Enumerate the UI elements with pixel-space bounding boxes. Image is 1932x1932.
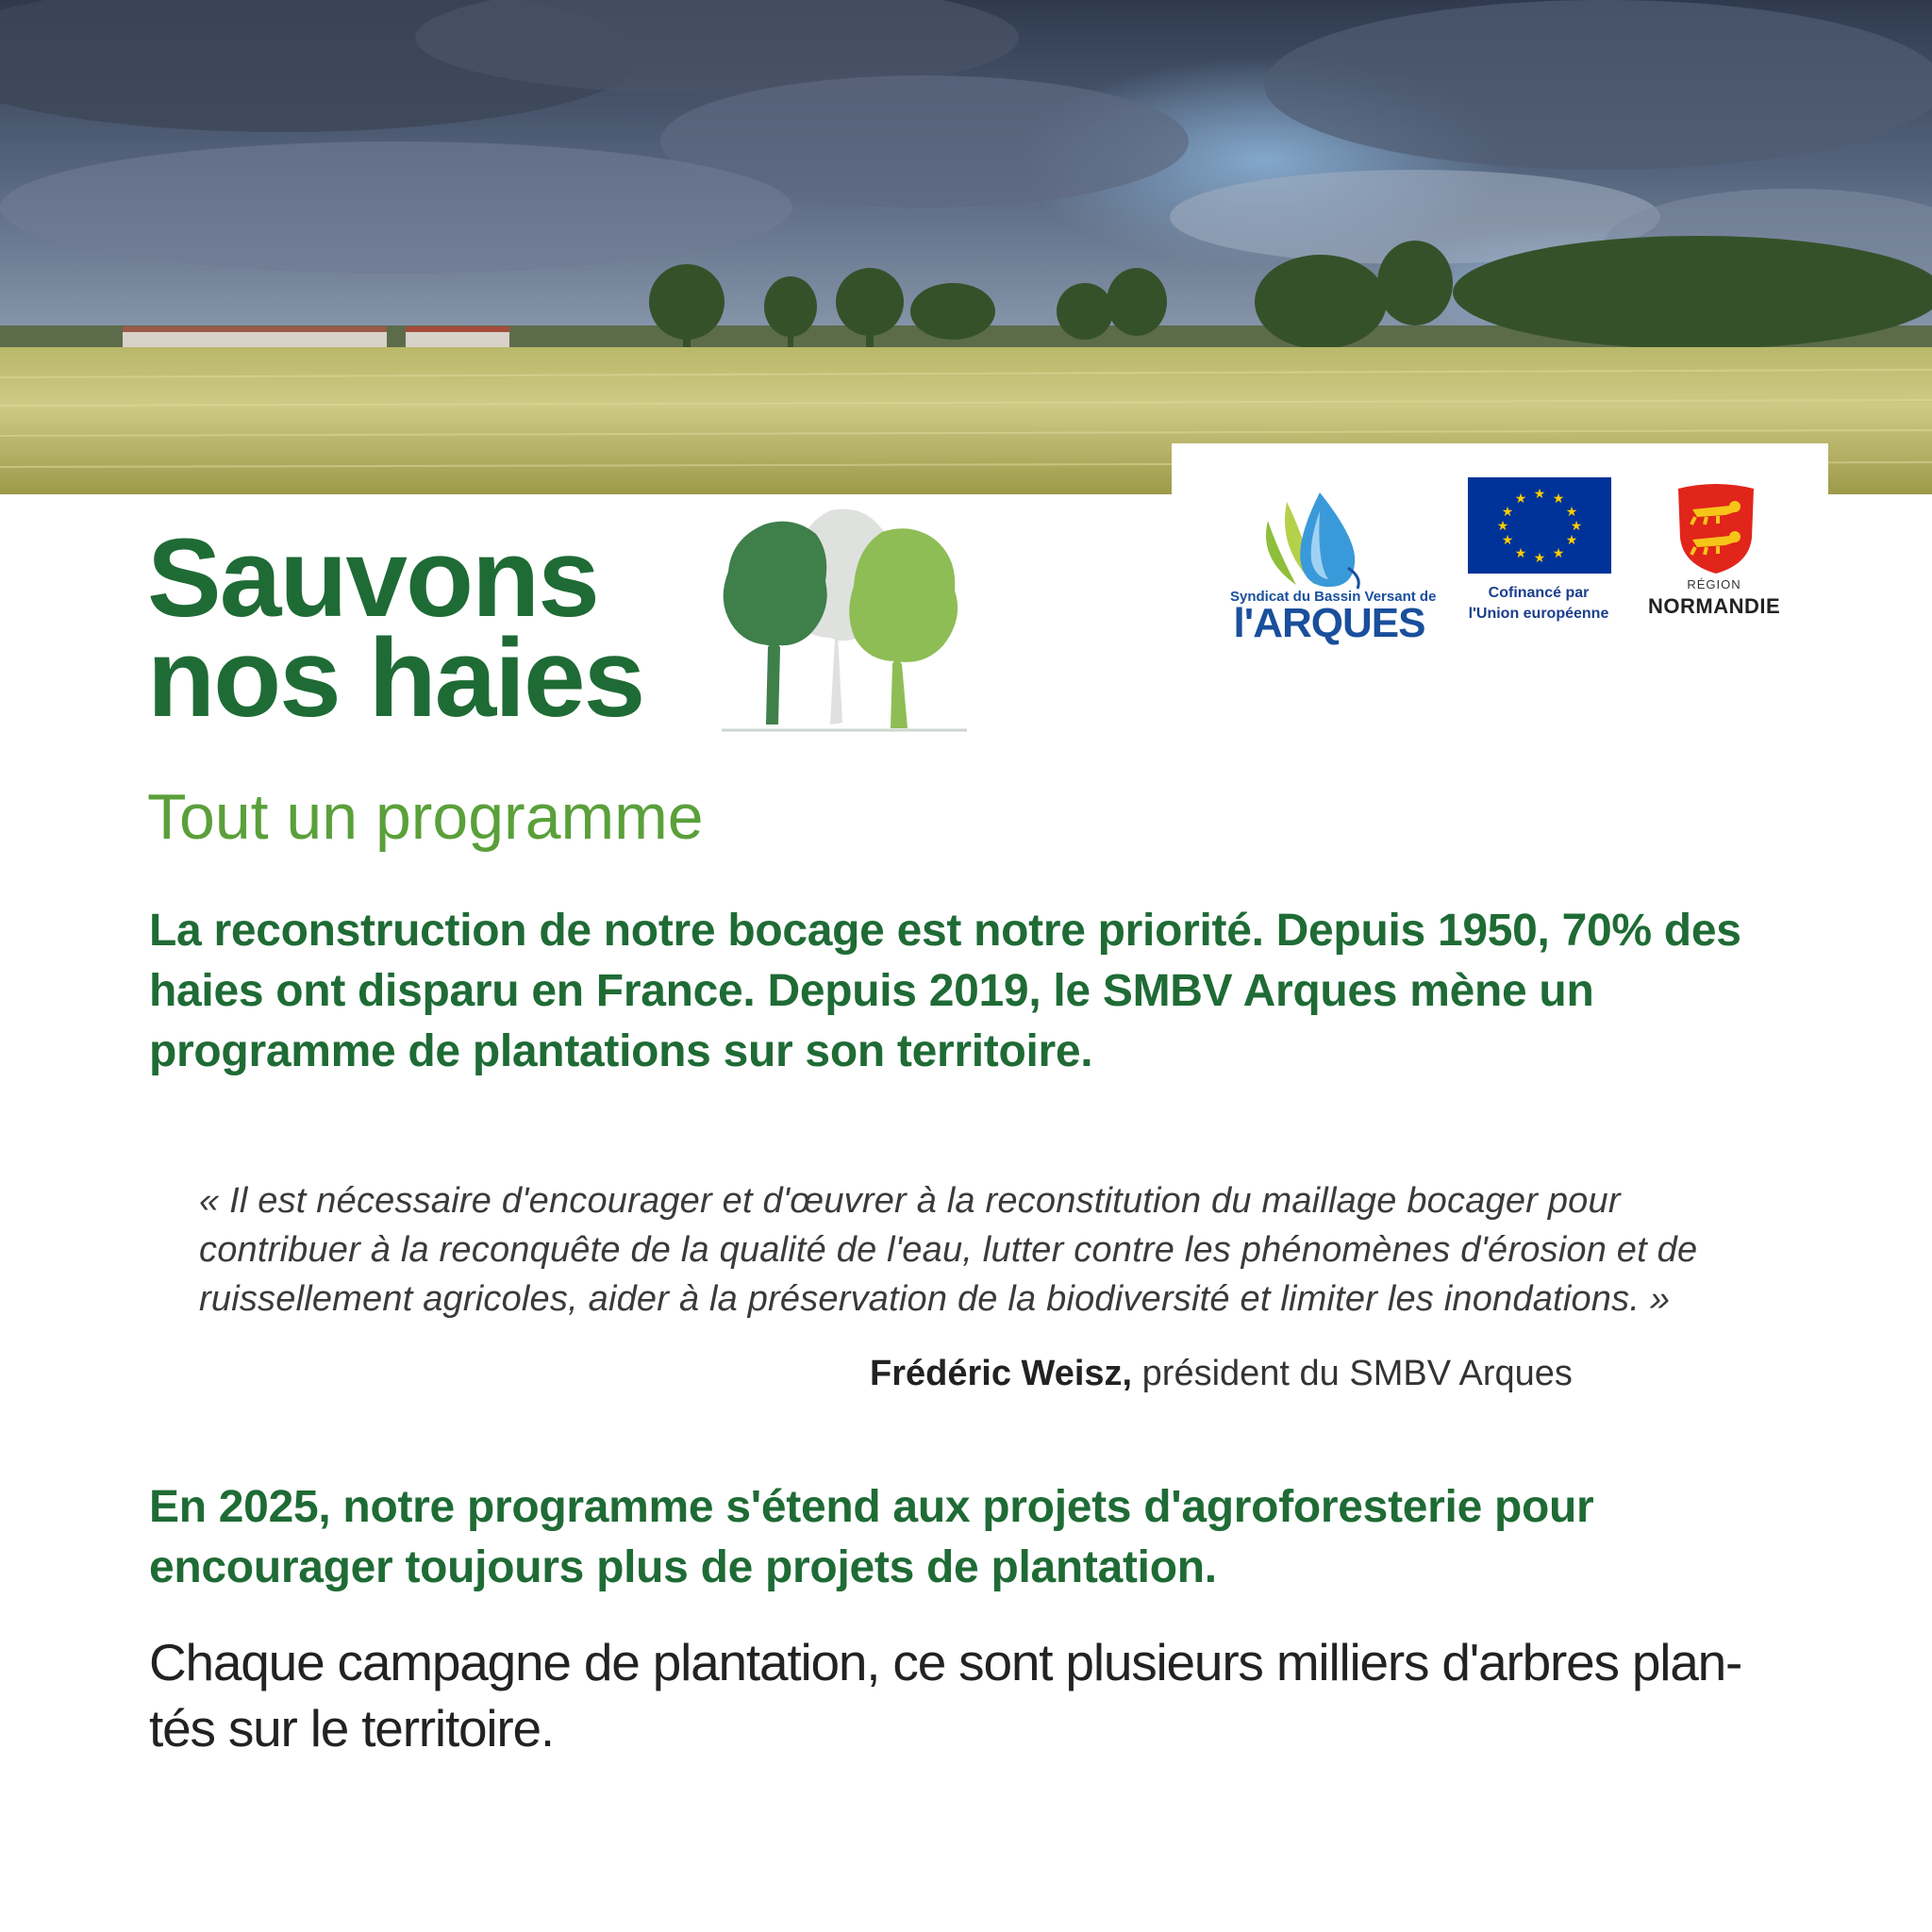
svg-text:★: ★ [1565,533,1578,548]
eu-flag-icon [1468,477,1611,574]
svg-text:★: ★ [1514,546,1527,561]
svg-text:★: ★ [1552,491,1565,507]
intro-paragraph: La reconstruction de notre bocage est notre priorité. Depuis 1950, 70% des haies ont disparu en France. Depuis 2019, le SMBV Arques mène un programme de plantations sur son territoire. [149,906,1741,1076]
three-trees-icon [689,506,972,751]
svg-text:★: ★ [1514,491,1527,507]
hero-landscape-image [0,0,1932,494]
eu-caption-line2: l'Union européenne [1468,606,1609,622]
region-label: RÉGION [1687,577,1741,591]
quote-author: Frédéric Weisz, [870,1354,1133,1393]
arques-logo-small-text: Syndicat du Bassin Versant de [1230,589,1437,605]
svg-text:★: ★ [1565,505,1578,520]
normandy-leopards-icon [1669,481,1763,575]
page-title [147,516,732,741]
svg-text:★: ★ [1533,551,1546,566]
quote-text: « Il est nécessaire d'encourager et d'œuvrer à la reconstitution du maillage bocager pour contribuer à la reconquête de la qualité de l'eau, lutter contre les phénomènes d'érosion et de ruissellement agricoles, aider à la préservation de la biodiversité et limiter les inondations. » [199,1181,1698,1319]
svg-text:★: ★ [1496,519,1509,534]
quote-author-role: président du SMBV Arques [1132,1354,1573,1393]
eu-caption-line1: Cofinancé par [1488,585,1590,601]
water-drop-leaves-icon [1230,474,1428,591]
title-line-2: nos haies [147,616,644,741]
agroforestry-paragraph: En 2025, notre programme s'étend aux projets d'agroforesterie pour encourager toujours plus de projets de plantation. [149,1482,1594,1592]
normandie-label: NORMANDIE [1648,594,1781,618]
svg-text:★: ★ [1533,487,1546,502]
svg-text:★: ★ [1552,546,1565,561]
arques-logo-name: l'ARQUES [1233,600,1425,646]
partner-logos-panel [1172,443,1828,646]
eu-logo [1458,477,1619,638]
svg-text:★: ★ [1570,519,1583,534]
planting-campaign-paragraph: Chaque campagne de plantation, ce sont plusieurs milliers d'arbres plan-tés sur le territoire. [149,1633,1742,1757]
title-line-1: Sauvons [147,516,598,641]
smbv-arques-logo [1230,474,1437,646]
quote-attribution [870,1351,1813,1396]
subtitle: Tout un programme [147,781,704,853]
svg-text:★: ★ [1501,505,1514,520]
svg-text:★: ★ [1501,533,1514,548]
region-normandie-logo [1648,481,1818,632]
